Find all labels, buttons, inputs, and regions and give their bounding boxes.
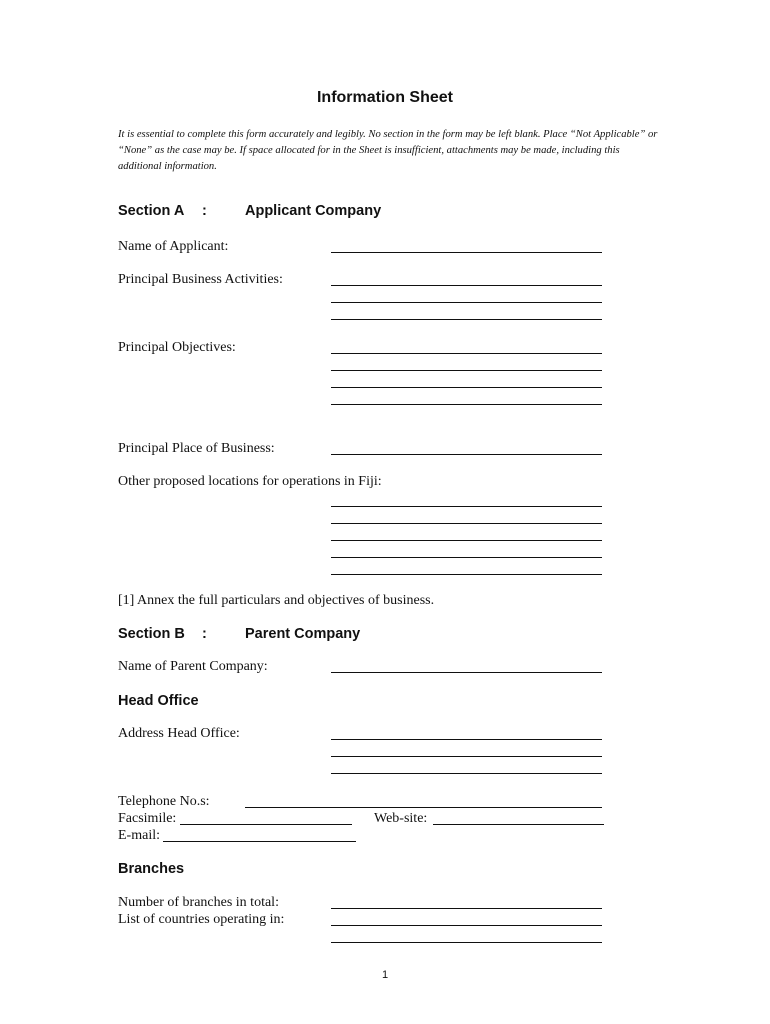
principal-objectives-label: Principal Objectives: (118, 340, 236, 355)
principal-business-activities-label: Principal Business Activities: (118, 272, 283, 287)
other-locations-label: Other proposed locations for operations in Fiji: (118, 474, 382, 489)
countries-operating-field-1[interactable] (331, 925, 602, 926)
address-head-office-field-1[interactable] (331, 739, 602, 740)
other-locations-field-1[interactable] (331, 506, 602, 507)
website-field[interactable] (433, 824, 604, 825)
section-a-label: Section A (118, 203, 185, 219)
branches-heading: Branches (118, 861, 185, 877)
telephone-label: Telephone No.s: (118, 794, 210, 809)
number-of-branches-label: Number of branches in total: (118, 895, 279, 910)
address-head-office-label: Address Head Office: (118, 726, 240, 741)
countries-operating-label: List of countries operating in: (118, 912, 285, 927)
facsimile-field[interactable] (180, 824, 352, 825)
other-locations-field-2[interactable] (331, 523, 602, 524)
principal-business-activities-field-2[interactable] (331, 302, 602, 303)
intro-paragraph: It is essential to complete this form accurately and legibly. No section in the form may be left blank. Place “Not Applicable” or “None” as the case may be. If space allocated for in the Sheet is insufficient, attachments may be made, including this additional information. (118, 129, 658, 172)
principal-place-of-business-label: Principal Place of Business: (118, 441, 275, 456)
name-of-parent-company-label: Name of Parent Company: (118, 659, 268, 674)
page-number: 1 (381, 969, 389, 981)
principal-objectives-field-3[interactable] (331, 387, 602, 388)
section-a-colon: : (202, 203, 207, 219)
countries-operating-field-2[interactable] (331, 942, 602, 943)
website-label: Web-site: (374, 811, 428, 826)
name-of-parent-company-field[interactable] (331, 672, 602, 673)
page-title: Information Sheet (316, 89, 453, 106)
annex-note: [1] Annex the full particulars and objectives of business. (118, 593, 435, 608)
other-locations-field-4[interactable] (331, 557, 602, 558)
principal-business-activities-field-3[interactable] (331, 319, 602, 320)
telephone-field[interactable] (245, 807, 602, 808)
head-office-heading: Head Office (118, 693, 199, 709)
number-of-branches-field[interactable] (331, 908, 602, 909)
email-field[interactable] (163, 841, 356, 842)
principal-place-of-business-field[interactable] (331, 454, 602, 455)
other-locations-field-5[interactable] (331, 574, 602, 575)
other-locations-field-3[interactable] (331, 540, 602, 541)
section-a-title: Applicant Company (245, 203, 382, 219)
address-head-office-field-2[interactable] (331, 756, 602, 757)
section-b-label: Section B (118, 626, 185, 642)
name-of-applicant-field[interactable] (331, 252, 602, 253)
principal-objectives-field-2[interactable] (331, 370, 602, 371)
email-label: E-mail: (118, 828, 160, 843)
principal-objectives-field-4[interactable] (331, 404, 602, 405)
section-b-colon: : (202, 626, 207, 642)
principal-business-activities-field-1[interactable] (331, 285, 602, 286)
facsimile-label: Facsimile: (118, 811, 177, 826)
section-b-title: Parent Company (245, 626, 361, 642)
name-of-applicant-label: Name of Applicant: (118, 239, 229, 254)
principal-objectives-field-1[interactable] (331, 353, 602, 354)
address-head-office-field-3[interactable] (331, 773, 602, 774)
